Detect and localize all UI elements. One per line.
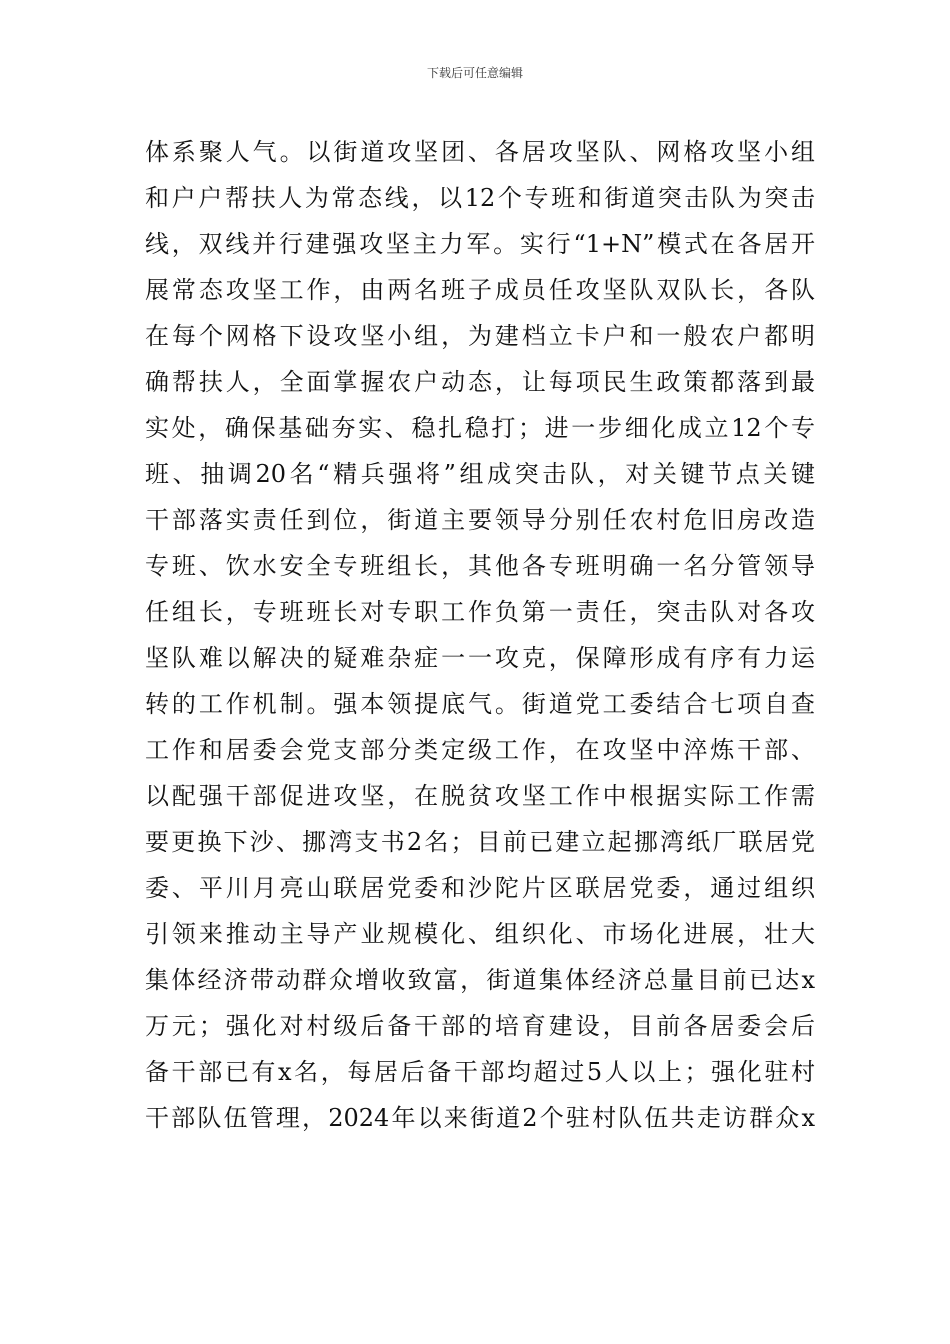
text-line: 备干部已有x名，每居后备干部均超过5人以上；强化驻村 [145, 1058, 815, 1086]
text-line: 线，双线并行建强攻坚主力军。实行“1+N”模式在各居开 [145, 230, 815, 258]
text-line: 要更换下沙、挪湾支书2名；目前已建立起挪湾纸厂联居党 [145, 828, 815, 856]
text-line: 确帮扶人，全面掌握农户动态，让每项民生政策都落到最 [145, 368, 815, 396]
page-header: 下载后可任意编辑 [426, 66, 523, 80]
text-line: 引领来推动主导产业规模化、组织化、市场化进展，壮大 [145, 920, 815, 948]
text-line: 干部落实责任到位，街道主要领导分别任农村危旧房改造 [145, 506, 815, 534]
text-line: 专班、饮水安全专班组长，其他各专班明确一名分管领导 [145, 552, 815, 580]
text-line: 和户户帮扶人为常态线，以12个专班和街道突击队为突击 [145, 184, 815, 212]
text-line: 以配强干部促进攻坚，在脱贫攻坚工作中根据实际工作需 [145, 782, 815, 810]
text-line: 任组长，专班班长对专职工作负第一责任，突击队对各攻 [145, 598, 815, 626]
body-text [145, 132, 815, 1144]
text-line: 万元；强化对村级后备干部的培育建设，目前各居委会后 [145, 1012, 815, 1040]
text-line: 转的工作机制。强本领提底气。街道党工委结合七项自查 [145, 690, 815, 718]
text-line: 班、抽调20名“精兵强将”组成突击队，对关键节点关键 [145, 460, 815, 488]
text-line: 委、平川月亮山联居党委和沙陀片区联居党委，通过组织 [145, 874, 815, 902]
text-line: 展常态攻坚工作，由两名班子成员任攻坚队双队长，各队 [145, 276, 815, 304]
text-line: 集体经济带动群众增收致富，街道集体经济总量目前已达x [145, 966, 815, 994]
text-line: 工作和居委会党支部分类定级工作，在攻坚中淬炼干部、 [145, 736, 815, 764]
text-line: 干部队伍管理，2024年以来街道2个驻村队伍共走访群众x [145, 1104, 815, 1132]
text-line: 在每个网格下设攻坚小组，为建档立卡户和一般农户都明 [145, 322, 815, 350]
text-line: 坚队难以解决的疑难杂症一一攻克，保障形成有序有力运 [145, 644, 815, 672]
text-line: 实处，确保基础夯实、稳扎稳打；进一步细化成立12个专 [145, 414, 815, 442]
text-line: 体系聚人气。以街道攻坚团、各居攻坚队、网格攻坚小组 [145, 138, 815, 166]
